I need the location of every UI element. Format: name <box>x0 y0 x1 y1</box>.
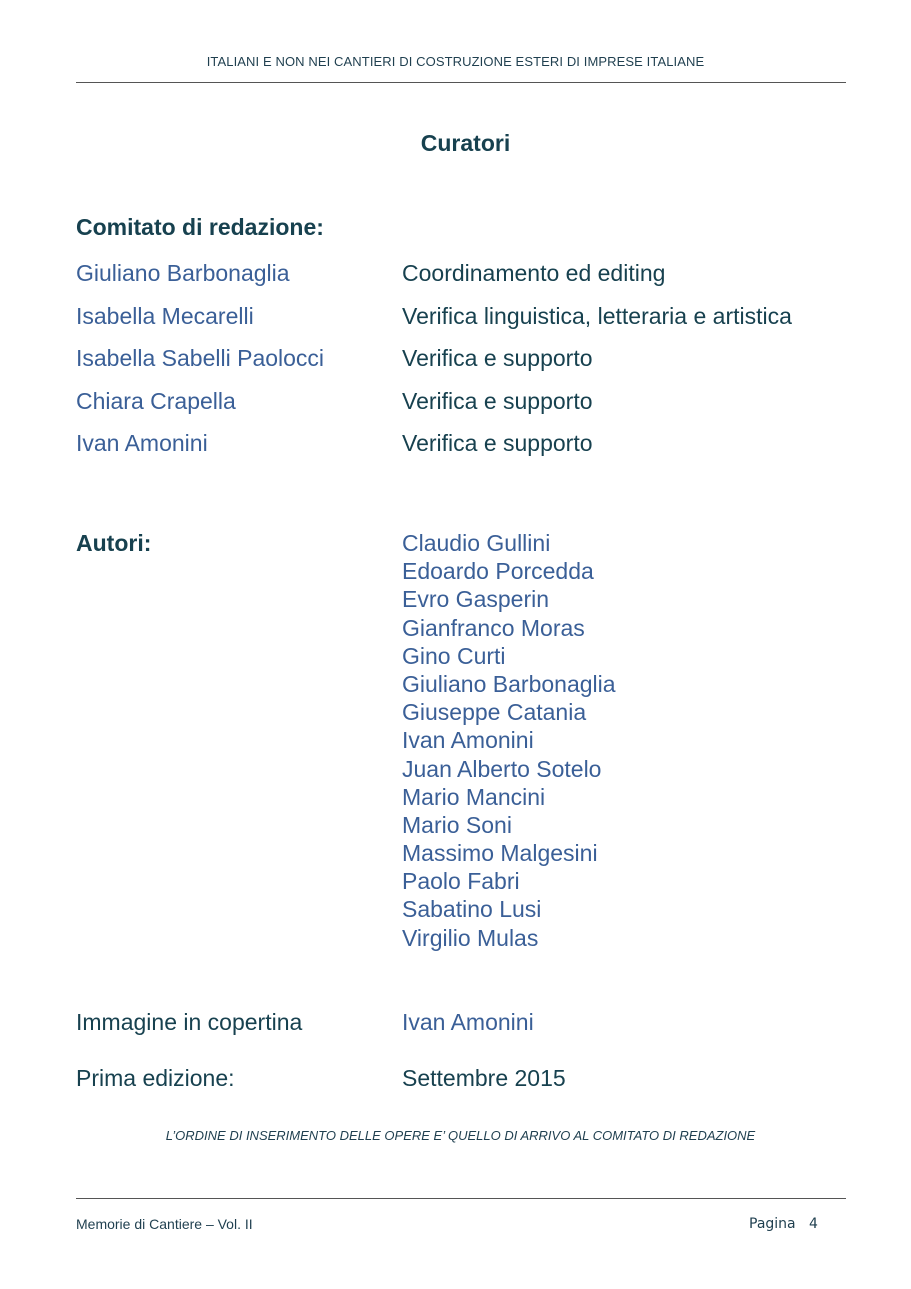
running-header: ITALIANI E NON NEI CANTIERI DI COSTRUZIONE ESTERI DI IMPRESE ITALIANE <box>206 54 705 69</box>
copertina-value: Ivan Amonini <box>402 1009 534 1035</box>
copertina-label: Immagine in copertina <box>76 1009 303 1035</box>
footer-volume-title: Memorie di Cantiere – Vol. II <box>76 1216 253 1232</box>
edizione-value: Settembre 2015 <box>402 1065 566 1091</box>
author-name: Giuliano Barbonaglia <box>402 670 616 697</box>
page-number <box>749 1216 818 1232</box>
comitato-member-name: Isabella Sabelli Paolocci <box>76 345 325 371</box>
comitato-member-role: Verifica e supporto <box>402 388 593 414</box>
comitato-member-role: Verifica linguistica, letteraria e artistica <box>402 303 792 329</box>
author-name: Mario Soni <box>402 811 512 838</box>
author-name: Mario Mancini <box>402 783 546 810</box>
comitato-member-name: Isabella Mecarelli <box>76 303 254 329</box>
comitato-member-role: Verifica e supporto <box>402 345 593 371</box>
author-name: Virgilio Mulas <box>402 924 539 951</box>
footer-divider <box>76 1198 846 1199</box>
ordering-note: L’ORDINE DI INSERIMENTO DELLE OPERE E’ QUELLO DI ARRIVO AL COMITATO DI REDAZIONE <box>165 1128 756 1143</box>
author-name: Claudio Gullini <box>402 530 551 556</box>
comitato-member-name: Ivan Amonini <box>76 430 208 456</box>
author-name: Paolo Fabri <box>402 868 520 895</box>
page-title: Curatori <box>420 130 511 156</box>
author-name: Juan Alberto Sotelo <box>402 755 602 782</box>
author-name: Gino Curti <box>402 642 506 669</box>
comitato-member-name: Chiara Crapella <box>76 388 236 414</box>
page-label: Pagina <box>749 1216 796 1232</box>
comitato-member-role: Coordinamento ed editing <box>402 260 666 286</box>
page-number-value: 4 <box>808 1216 818 1232</box>
author-name: Sabatino Lusi <box>402 896 542 923</box>
author-name: Gianfranco Moras <box>402 614 585 641</box>
author-name: Ivan Amonini <box>402 727 534 754</box>
authors-list <box>402 529 616 952</box>
comitato-member-name: Giuliano Barbonaglia <box>76 260 290 286</box>
author-name: Massimo Malgesini <box>402 840 598 867</box>
header-divider <box>76 82 846 83</box>
author-name: Giuseppe Catania <box>402 699 587 726</box>
edizione-label: Prima edizione: <box>76 1065 235 1091</box>
autori-label: Autori: <box>76 530 152 556</box>
comitato-member-role: Verifica e supporto <box>402 430 593 456</box>
author-name: Edoardo Porcedda <box>402 558 594 585</box>
author-name: Evro Gasperin <box>402 586 550 613</box>
comitato-label: Comitato di redazione: <box>76 214 324 240</box>
